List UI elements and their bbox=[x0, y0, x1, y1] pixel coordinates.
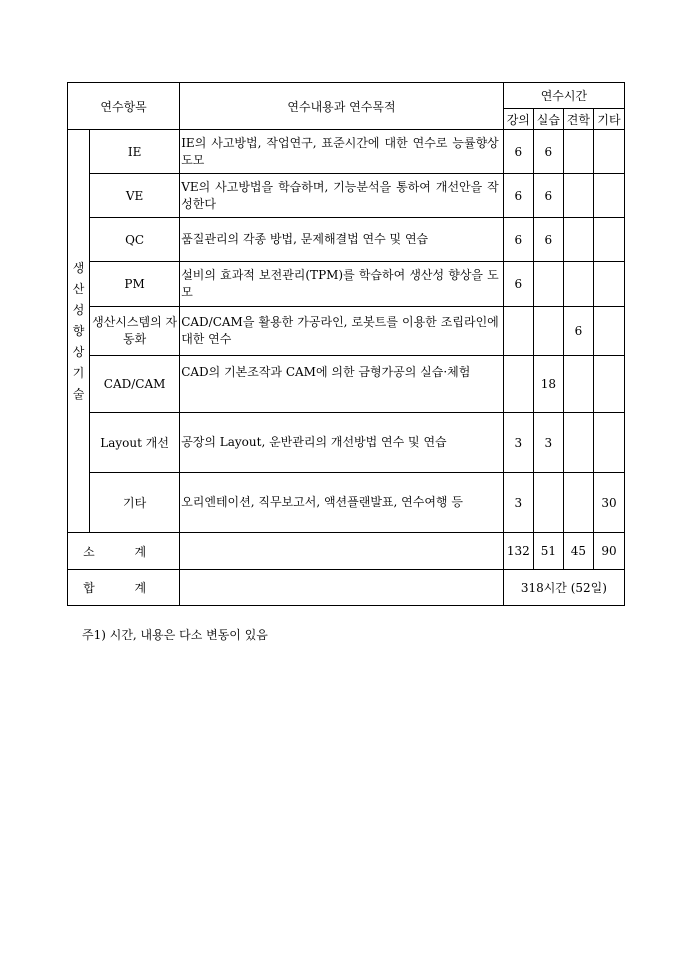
row-name: IE bbox=[90, 130, 180, 174]
row-practice bbox=[533, 307, 563, 356]
table-row bbox=[68, 262, 625, 307]
header-lecture: 강의 bbox=[503, 109, 533, 130]
row-name: Layout 개선 bbox=[90, 413, 180, 473]
row-lecture: 3 bbox=[503, 473, 533, 533]
row-tour bbox=[563, 174, 593, 218]
row-lecture: 3 bbox=[503, 413, 533, 473]
row-other bbox=[593, 218, 624, 262]
row-desc: IE의 사고방법, 작업연구, 표준시간에 대한 연수로 능률향상 도모 bbox=[180, 130, 504, 174]
header-item: 연수항목 bbox=[68, 83, 180, 130]
row-name: 기타 bbox=[90, 473, 180, 533]
header-time: 연수시간 bbox=[503, 83, 624, 109]
row-tour bbox=[563, 262, 593, 307]
header-content: 연수내용과 연수목적 bbox=[180, 83, 504, 130]
row-tour bbox=[563, 218, 593, 262]
row-desc: 설비의 효과적 보전관리(TPM)를 학습하여 생산성 향상을 도모 bbox=[180, 262, 504, 307]
row-desc: VE의 사고방법을 학습하며, 기능분석을 통하여 개선안을 작성한다 bbox=[180, 174, 504, 218]
row-lecture bbox=[503, 356, 533, 413]
row-other bbox=[593, 174, 624, 218]
subtotal-other: 90 bbox=[593, 533, 624, 570]
table-row bbox=[68, 218, 625, 262]
row-name: CAD/CAM bbox=[90, 356, 180, 413]
row-name: PM bbox=[90, 262, 180, 307]
table-row bbox=[68, 356, 625, 413]
row-practice: 6 bbox=[533, 130, 563, 174]
row-tour: 6 bbox=[563, 307, 593, 356]
row-practice: 3 bbox=[533, 413, 563, 473]
subtotal-blank bbox=[180, 533, 504, 570]
row-other bbox=[593, 262, 624, 307]
row-other bbox=[593, 356, 624, 413]
subtotal-row bbox=[68, 533, 625, 570]
row-name: VE bbox=[90, 174, 180, 218]
table-row bbox=[68, 130, 625, 174]
row-other bbox=[593, 130, 624, 174]
subtotal-tour: 45 bbox=[563, 533, 593, 570]
row-tour bbox=[563, 473, 593, 533]
total-blank bbox=[180, 570, 504, 606]
header-tour: 견학 bbox=[563, 109, 593, 130]
total-value: 318시간 (52일) bbox=[503, 570, 624, 606]
subtotal-practice: 51 bbox=[533, 533, 563, 570]
row-practice bbox=[533, 262, 563, 307]
row-desc: 오리엔테이션, 직무보고서, 액션플랜발표, 연수여행 등 bbox=[180, 473, 504, 533]
row-tour bbox=[563, 413, 593, 473]
row-lecture: 6 bbox=[503, 130, 533, 174]
header-practice: 실습 bbox=[533, 109, 563, 130]
row-other bbox=[593, 307, 624, 356]
table-row bbox=[68, 307, 625, 356]
table-row bbox=[68, 473, 625, 533]
row-practice: 6 bbox=[533, 174, 563, 218]
row-desc: 품질관리의 각종 방법, 문제해결법 연수 및 연습 bbox=[180, 218, 504, 262]
row-tour bbox=[563, 356, 593, 413]
row-tour bbox=[563, 130, 593, 174]
row-practice: 18 bbox=[533, 356, 563, 413]
row-name: QC bbox=[90, 218, 180, 262]
row-lecture: 6 bbox=[503, 262, 533, 307]
subtotal-lecture: 132 bbox=[503, 533, 533, 570]
row-other: 30 bbox=[593, 473, 624, 533]
row-other bbox=[593, 413, 624, 473]
row-desc: CAD/CAM을 활용한 가공라인, 로봇트를 이용한 조립라인에 대한 연수 bbox=[180, 307, 504, 356]
row-practice: 6 bbox=[533, 218, 563, 262]
footnote: 주1) 시간, 내용은 다소 변동이 있음 bbox=[82, 628, 268, 642]
table-row bbox=[68, 174, 625, 218]
total-row bbox=[68, 570, 625, 606]
row-desc: CAD의 기본조작과 CAM에 의한 금형가공의 실습·체험 bbox=[180, 356, 504, 413]
row-practice bbox=[533, 473, 563, 533]
row-lecture: 6 bbox=[503, 174, 533, 218]
category-cell: 생 산 성 향 상 기 술 bbox=[68, 130, 90, 533]
header-other: 기타 bbox=[593, 109, 624, 130]
row-lecture: 6 bbox=[503, 218, 533, 262]
training-schedule-table bbox=[67, 82, 625, 606]
row-name: 생산시스템의 자동화 bbox=[90, 307, 180, 356]
row-lecture bbox=[503, 307, 533, 356]
table-row bbox=[68, 413, 625, 473]
row-desc: 공장의 Layout, 운반관리의 개선방법 연수 및 연습 bbox=[180, 413, 504, 473]
total-label: 합 계 bbox=[68, 570, 180, 606]
subtotal-label: 소 계 bbox=[68, 533, 180, 570]
